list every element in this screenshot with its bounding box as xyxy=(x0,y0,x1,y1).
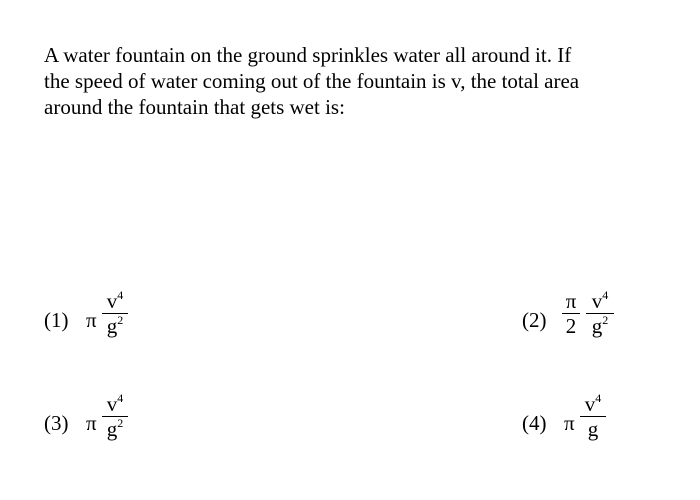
question-line-3: around the fountain that gets wet is: xyxy=(44,95,345,119)
option-2[interactable] xyxy=(522,290,662,350)
question-line-2: the speed of water coming out of the fountain is v, the total area xyxy=(44,69,580,93)
option-3-numerator: $v^4$ xyxy=(106,391,124,416)
option-1-pi: π xyxy=(86,308,97,332)
option-4-label: (4) xyxy=(522,411,547,435)
option-2-numerator: $v^4$ xyxy=(591,288,609,313)
option-2-fraction xyxy=(586,290,614,337)
option-3-label: (3) xyxy=(44,411,69,435)
option-4-fraction xyxy=(580,393,606,440)
option-1[interactable] xyxy=(44,290,164,350)
option-2-label: (2) xyxy=(522,308,547,332)
option-2-coef-denominator: 2 xyxy=(565,314,577,338)
option-3-denominator: $g^2$ xyxy=(106,416,124,441)
option-4-pi: π xyxy=(564,411,575,435)
option-1-numerator: $v^4$ xyxy=(106,288,124,313)
option-3-pi: π xyxy=(86,411,97,435)
option-1-denominator: $g^2$ xyxy=(106,313,124,338)
option-4-numerator: $v^4$ xyxy=(584,391,602,416)
option-2-denominator: $g^2$ xyxy=(591,313,609,338)
option-2-coefficient xyxy=(562,290,580,337)
question-text xyxy=(44,42,664,120)
option-4[interactable] xyxy=(522,393,642,453)
option-1-fraction xyxy=(102,290,128,337)
option-1-label: (1) xyxy=(44,308,69,332)
option-3-fraction xyxy=(102,393,128,440)
option-3[interactable] xyxy=(44,393,164,453)
option-4-denominator: g xyxy=(587,417,599,441)
option-2-coef-numerator: π xyxy=(565,289,577,313)
question-line-1: A water fountain on the ground sprinkles water all around it. If xyxy=(44,43,572,67)
